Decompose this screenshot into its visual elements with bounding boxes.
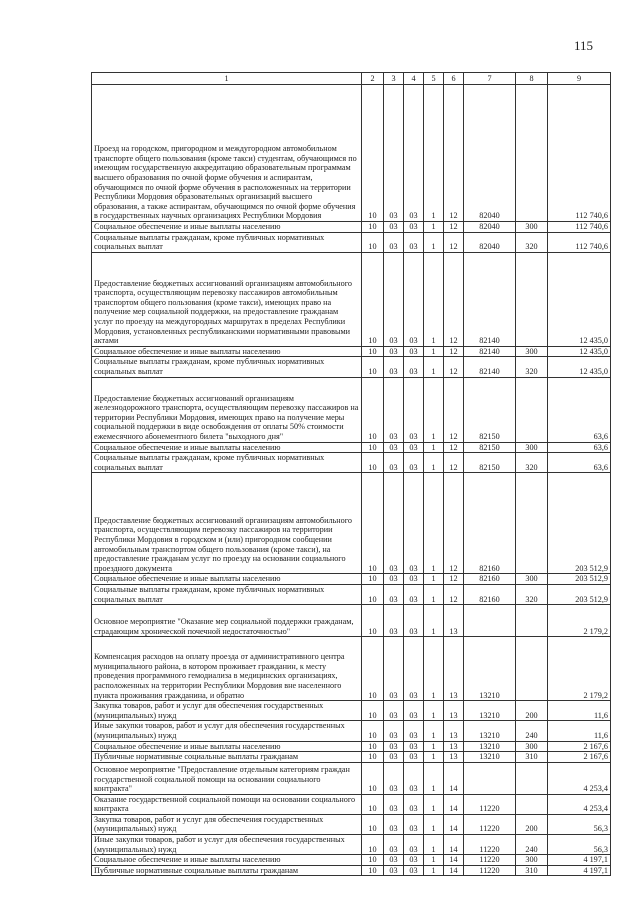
subsection-code-cell: 03 xyxy=(384,855,404,866)
subprogram-code-cell: 1 xyxy=(424,473,444,574)
expense-type-cell: 300 xyxy=(516,855,548,866)
program-code-cell: 03 xyxy=(404,377,424,442)
activity-code-cell: 14 xyxy=(444,835,464,855)
section-code-cell: 10 xyxy=(362,794,384,814)
program-code-cell: 03 xyxy=(404,762,424,794)
section-code-cell: 10 xyxy=(362,637,384,701)
direction-code-cell: 13210 xyxy=(464,701,516,721)
activity-code-cell: 13 xyxy=(444,721,464,741)
table-row xyxy=(92,855,611,866)
row-name-cell: Социальные выплаты гражданам, кроме публичных нормативных социальных выплат xyxy=(92,357,362,377)
expense-type-cell: 300 xyxy=(516,442,548,453)
subsection-code-cell: 03 xyxy=(384,701,404,721)
amount-cell: 2 167,6 xyxy=(548,752,611,763)
section-code-cell: 10 xyxy=(362,252,384,346)
expense-type-cell: 320 xyxy=(516,232,548,252)
expense-type-cell: 300 xyxy=(516,574,548,585)
subprogram-code-cell: 1 xyxy=(424,346,444,357)
direction-code-cell: 11220 xyxy=(464,865,516,876)
direction-code-cell: 13210 xyxy=(464,637,516,701)
program-code-cell: 03 xyxy=(404,701,424,721)
activity-code-cell: 12 xyxy=(444,442,464,453)
direction-code-cell: 82040 xyxy=(464,85,516,222)
amount-cell: 12 435,0 xyxy=(548,346,611,357)
table-row xyxy=(92,814,611,834)
program-code-cell: 03 xyxy=(404,794,424,814)
subsection-code-cell: 03 xyxy=(384,232,404,252)
program-code-cell: 03 xyxy=(404,605,424,637)
expense-type-cell: 320 xyxy=(516,453,548,473)
subprogram-code-cell: 1 xyxy=(424,752,444,763)
subsection-code-cell: 03 xyxy=(384,721,404,741)
section-code-cell: 10 xyxy=(362,442,384,453)
section-code-cell: 10 xyxy=(362,865,384,876)
activity-code-cell: 12 xyxy=(444,574,464,585)
amount-cell: 12 435,0 xyxy=(548,252,611,346)
row-name-cell: Компенсация расходов на оплату проезда от административного центра муниципального района, в котором проживает гражданин, к месту проведения программного гемодиализа в медицинских организациях, расположенных на территории Республики Мордовия вне населенного пункта проживания гражданина, и обратно xyxy=(92,637,362,701)
activity-code-cell: 13 xyxy=(444,701,464,721)
program-code-cell: 03 xyxy=(404,741,424,752)
table-body xyxy=(92,85,611,876)
amount-cell: 2 167,6 xyxy=(548,741,611,752)
table-row xyxy=(92,453,611,473)
expense-type-cell: 200 xyxy=(516,814,548,834)
activity-code-cell: 12 xyxy=(444,453,464,473)
expense-type-cell xyxy=(516,85,548,222)
subsection-code-cell: 03 xyxy=(384,741,404,752)
activity-code-cell: 13 xyxy=(444,637,464,701)
subsection-code-cell: 03 xyxy=(384,752,404,763)
table-row xyxy=(92,835,611,855)
expense-type-cell: 240 xyxy=(516,835,548,855)
table-row xyxy=(92,473,611,574)
amount-cell: 11,6 xyxy=(548,721,611,741)
program-code-cell: 03 xyxy=(404,574,424,585)
table-row xyxy=(92,762,611,794)
subsection-code-cell: 03 xyxy=(384,637,404,701)
amount-cell: 2 179,2 xyxy=(548,637,611,701)
direction-code-cell: 82150 xyxy=(464,453,516,473)
direction-code-cell: 82040 xyxy=(464,222,516,233)
table-row xyxy=(92,232,611,252)
amount-cell: 203 512,9 xyxy=(548,584,611,604)
table-row xyxy=(92,442,611,453)
amount-cell: 112 740,6 xyxy=(548,232,611,252)
amount-cell: 4 197,1 xyxy=(548,855,611,866)
subprogram-code-cell: 1 xyxy=(424,574,444,585)
table-row xyxy=(92,574,611,585)
subprogram-code-cell: 1 xyxy=(424,637,444,701)
amount-cell: 12 435,0 xyxy=(548,357,611,377)
row-name-cell: Социальные выплаты гражданам, кроме публичных нормативных социальных выплат xyxy=(92,584,362,604)
column-header: 8 xyxy=(516,73,548,85)
expense-type-cell xyxy=(516,252,548,346)
expense-type-cell: 320 xyxy=(516,584,548,604)
column-header: 7 xyxy=(464,73,516,85)
amount-cell: 4 253,4 xyxy=(548,762,611,794)
subsection-code-cell: 03 xyxy=(384,453,404,473)
amount-cell: 63,6 xyxy=(548,453,611,473)
section-code-cell: 10 xyxy=(362,752,384,763)
row-name-cell: Социальное обеспечение и иные выплаты населению xyxy=(92,741,362,752)
amount-cell: 56,3 xyxy=(548,835,611,855)
subsection-code-cell: 03 xyxy=(384,473,404,574)
amount-cell: 11,6 xyxy=(548,701,611,721)
activity-code-cell: 12 xyxy=(444,584,464,604)
subsection-code-cell: 03 xyxy=(384,574,404,585)
activity-code-cell: 14 xyxy=(444,865,464,876)
row-name-cell: Публичные нормативные социальные выплаты гражданам xyxy=(92,752,362,763)
section-code-cell: 10 xyxy=(362,574,384,585)
expense-type-cell xyxy=(516,762,548,794)
row-name-cell: Социальное обеспечение и иные выплаты населению xyxy=(92,222,362,233)
amount-cell: 56,3 xyxy=(548,814,611,834)
row-name-cell: Социальное обеспечение и иные выплаты населению xyxy=(92,442,362,453)
direction-code-cell: 82160 xyxy=(464,473,516,574)
section-code-cell: 10 xyxy=(362,85,384,222)
column-header: 5 xyxy=(424,73,444,85)
section-code-cell: 10 xyxy=(362,222,384,233)
expense-type-cell: 320 xyxy=(516,357,548,377)
activity-code-cell: 12 xyxy=(444,85,464,222)
expense-type-cell: 310 xyxy=(516,752,548,763)
subsection-code-cell: 03 xyxy=(384,346,404,357)
activity-code-cell: 12 xyxy=(444,346,464,357)
section-code-cell: 10 xyxy=(362,584,384,604)
row-name-cell: Оказание государственной социальной помощи на основании социального контракта xyxy=(92,794,362,814)
table-row xyxy=(92,222,611,233)
subsection-code-cell: 03 xyxy=(384,377,404,442)
column-header: 1 xyxy=(92,73,362,85)
table-row xyxy=(92,865,611,876)
subsection-code-cell: 03 xyxy=(384,222,404,233)
table-row xyxy=(92,252,611,346)
program-code-cell: 03 xyxy=(404,252,424,346)
program-code-cell: 03 xyxy=(404,814,424,834)
subprogram-code-cell: 1 xyxy=(424,855,444,866)
row-name-cell: Социальные выплаты гражданам, кроме публичных нормативных социальных выплат xyxy=(92,232,362,252)
amount-cell: 63,6 xyxy=(548,377,611,442)
subprogram-code-cell: 1 xyxy=(424,85,444,222)
table-row xyxy=(92,637,611,701)
subprogram-code-cell: 1 xyxy=(424,222,444,233)
amount-cell: 203 512,9 xyxy=(548,574,611,585)
direction-code-cell: 82140 xyxy=(464,346,516,357)
direction-code-cell: 11220 xyxy=(464,794,516,814)
program-code-cell: 03 xyxy=(404,346,424,357)
section-code-cell: 10 xyxy=(362,721,384,741)
program-code-cell: 03 xyxy=(404,855,424,866)
row-name-cell: Предоставление бюджетных ассигнований организациям автомобильного транспорта, осуществляющим перевозку пассажиров на территории Республики Мордовия в городском и (или) пригородном сообщении автомобильным транспортом общего пользования (кроме такси), на предоставление гражданам услуг по проезду на основании социального проездного документа xyxy=(92,473,362,574)
activity-code-cell: 12 xyxy=(444,473,464,574)
page-number: 115 xyxy=(574,38,594,53)
direction-code-cell: 82150 xyxy=(464,377,516,442)
row-name-cell: Закупка товаров, работ и услуг для обеспечения государственных (муниципальных) нужд xyxy=(92,814,362,834)
section-code-cell: 10 xyxy=(362,605,384,637)
direction-code-cell: 13210 xyxy=(464,721,516,741)
direction-code-cell: 11220 xyxy=(464,835,516,855)
table-row xyxy=(92,794,611,814)
program-code-cell: 03 xyxy=(404,865,424,876)
row-name-cell: Иные закупки товаров, работ и услуг для обеспечения государственных (муниципальных) нужд xyxy=(92,835,362,855)
section-code-cell: 10 xyxy=(362,741,384,752)
subprogram-code-cell: 1 xyxy=(424,721,444,741)
program-code-cell: 03 xyxy=(404,85,424,222)
subprogram-code-cell: 1 xyxy=(424,762,444,794)
subprogram-code-cell: 1 xyxy=(424,605,444,637)
column-header: 2 xyxy=(362,73,384,85)
activity-code-cell: 13 xyxy=(444,605,464,637)
subprogram-code-cell: 1 xyxy=(424,442,444,453)
expense-type-cell: 240 xyxy=(516,721,548,741)
subprogram-code-cell: 1 xyxy=(424,794,444,814)
table-row xyxy=(92,584,611,604)
budget-table xyxy=(91,72,611,876)
expense-type-cell xyxy=(516,605,548,637)
subsection-code-cell: 03 xyxy=(384,762,404,794)
amount-cell: 2 179,2 xyxy=(548,605,611,637)
table-row xyxy=(92,346,611,357)
row-name-cell: Иные закупки товаров, работ и услуг для обеспечения государственных (муниципальных) нужд xyxy=(92,721,362,741)
subsection-code-cell: 03 xyxy=(384,835,404,855)
direction-code-cell: 82140 xyxy=(464,357,516,377)
activity-code-cell: 12 xyxy=(444,232,464,252)
subsection-code-cell: 03 xyxy=(384,252,404,346)
section-code-cell: 10 xyxy=(362,473,384,574)
subprogram-code-cell: 1 xyxy=(424,357,444,377)
subsection-code-cell: 03 xyxy=(384,357,404,377)
subprogram-code-cell: 1 xyxy=(424,741,444,752)
program-code-cell: 03 xyxy=(404,584,424,604)
row-name-cell: Предоставление бюджетных ассигнований организациям железнодорожного транспорта, осуществляющим перевозку пассажиров на территории Республики Мордовия, имеющих право на получение меры социальной поддержки в виде освобождения от оплаты 50% стоимости ежемесячного абонементного билета "выходного дня" xyxy=(92,377,362,442)
expense-type-cell: 310 xyxy=(516,865,548,876)
program-code-cell: 03 xyxy=(404,222,424,233)
amount-cell: 112 740,6 xyxy=(548,85,611,222)
subsection-code-cell: 03 xyxy=(384,814,404,834)
direction-code-cell: 11220 xyxy=(464,855,516,866)
amount-cell: 63,6 xyxy=(548,442,611,453)
section-code-cell: 10 xyxy=(362,701,384,721)
column-header: 9 xyxy=(548,73,611,85)
activity-code-cell: 12 xyxy=(444,222,464,233)
activity-code-cell: 14 xyxy=(444,794,464,814)
column-header: 4 xyxy=(404,73,424,85)
subprogram-code-cell: 1 xyxy=(424,814,444,834)
program-code-cell: 03 xyxy=(404,442,424,453)
expense-type-cell: 200 xyxy=(516,701,548,721)
subsection-code-cell: 03 xyxy=(384,794,404,814)
section-code-cell: 10 xyxy=(362,346,384,357)
row-name-cell: Социальное обеспечение и иные выплаты населению xyxy=(92,346,362,357)
section-code-cell: 10 xyxy=(362,232,384,252)
activity-code-cell: 14 xyxy=(444,855,464,866)
amount-cell: 112 740,6 xyxy=(548,222,611,233)
activity-code-cell: 13 xyxy=(444,741,464,752)
subprogram-code-cell: 1 xyxy=(424,701,444,721)
direction-code-cell xyxy=(464,762,516,794)
program-code-cell: 03 xyxy=(404,232,424,252)
subprogram-code-cell: 1 xyxy=(424,584,444,604)
direction-code-cell: 82140 xyxy=(464,252,516,346)
direction-code-cell: 13210 xyxy=(464,741,516,752)
row-name-cell: Публичные нормативные социальные выплаты гражданам xyxy=(92,865,362,876)
section-code-cell: 10 xyxy=(362,377,384,442)
activity-code-cell: 14 xyxy=(444,762,464,794)
subprogram-code-cell: 1 xyxy=(424,453,444,473)
row-name-cell: Основное мероприятие "Оказание мер социальной поддержки гражданам, страдающим хронической почечной недостаточностью" xyxy=(92,605,362,637)
row-name-cell: Проезд на городском, пригородном и междугородном автомобильном транспорте общего пользования (кроме такси) студентам, обучающимся по имеющим государственную аккредитацию образовательным программам высшего образования по очной форме обучения и аспирантам, обучающимся по очной форме обучения в расположенных на территории Республики Мордовия образовательных организаций высшего образования, а также аспирантам, обучающимся по очной форме обучения в государственных научных организациях Республики Мордовия xyxy=(92,85,362,222)
program-code-cell: 03 xyxy=(404,752,424,763)
program-code-cell: 03 xyxy=(404,473,424,574)
table-row xyxy=(92,605,611,637)
expense-type-cell: 300 xyxy=(516,346,548,357)
expense-type-cell: 300 xyxy=(516,222,548,233)
activity-code-cell: 12 xyxy=(444,357,464,377)
table-row xyxy=(92,721,611,741)
subprogram-code-cell: 1 xyxy=(424,865,444,876)
activity-code-cell: 12 xyxy=(444,252,464,346)
program-code-cell: 03 xyxy=(404,453,424,473)
row-name-cell: Закупка товаров, работ и услуг для обеспечения государственных (муниципальных) нужд xyxy=(92,701,362,721)
row-name-cell: Социальное обеспечение и иные выплаты населению xyxy=(92,574,362,585)
row-name-cell: Предоставление бюджетных ассигнований организациям автомобильного транспорта, осуществляющим перевозку пассажиров автомобильным транспортом общего пользования (кроме такси), имеющих право на получение мер социальной поддержки, на предоставление гражданам услуг по проезду на междугородных маршрутах в пределах Республики Мордовия, установленных республиканскими нормативными правовыми актами xyxy=(92,252,362,346)
direction-code-cell: 13210 xyxy=(464,752,516,763)
table-row xyxy=(92,85,611,222)
expense-type-cell xyxy=(516,473,548,574)
subprogram-code-cell: 1 xyxy=(424,835,444,855)
section-code-cell: 10 xyxy=(362,357,384,377)
subprogram-code-cell: 1 xyxy=(424,252,444,346)
amount-cell: 4 197,1 xyxy=(548,865,611,876)
table-row xyxy=(92,701,611,721)
section-code-cell: 10 xyxy=(362,814,384,834)
section-code-cell: 10 xyxy=(362,855,384,866)
direction-code-cell: 82040 xyxy=(464,232,516,252)
direction-code-cell: 82150 xyxy=(464,442,516,453)
amount-cell: 4 253,4 xyxy=(548,794,611,814)
subsection-code-cell: 03 xyxy=(384,605,404,637)
subsection-code-cell: 03 xyxy=(384,85,404,222)
program-code-cell: 03 xyxy=(404,835,424,855)
section-code-cell: 10 xyxy=(362,762,384,794)
section-code-cell: 10 xyxy=(362,453,384,473)
expense-type-cell: 300 xyxy=(516,741,548,752)
subprogram-code-cell: 1 xyxy=(424,377,444,442)
expense-type-cell xyxy=(516,794,548,814)
direction-code-cell: 82160 xyxy=(464,574,516,585)
direction-code-cell: 11220 xyxy=(464,814,516,834)
table-row xyxy=(92,741,611,752)
row-name-cell: Социальные выплаты гражданам, кроме публичных нормативных социальных выплат xyxy=(92,453,362,473)
program-code-cell: 03 xyxy=(404,637,424,701)
activity-code-cell: 14 xyxy=(444,814,464,834)
section-code-cell: 10 xyxy=(362,835,384,855)
row-name-cell: Социальное обеспечение и иные выплаты населению xyxy=(92,855,362,866)
expense-type-cell xyxy=(516,637,548,701)
table-header-row xyxy=(92,73,611,85)
subsection-code-cell: 03 xyxy=(384,865,404,876)
subsection-code-cell: 03 xyxy=(384,442,404,453)
direction-code-cell xyxy=(464,605,516,637)
subprogram-code-cell: 1 xyxy=(424,232,444,252)
table-row xyxy=(92,357,611,377)
program-code-cell: 03 xyxy=(404,721,424,741)
activity-code-cell: 12 xyxy=(444,377,464,442)
expense-type-cell xyxy=(516,377,548,442)
column-header: 3 xyxy=(384,73,404,85)
table-row xyxy=(92,377,611,442)
program-code-cell: 03 xyxy=(404,357,424,377)
activity-code-cell: 13 xyxy=(444,752,464,763)
table-row xyxy=(92,752,611,763)
column-header: 6 xyxy=(444,73,464,85)
direction-code-cell: 82160 xyxy=(464,584,516,604)
amount-cell: 203 512,9 xyxy=(548,473,611,574)
row-name-cell: Основное мероприятие "Предоставление отдельным категориям граждан государственной социальной помощи на основании социального контракта" xyxy=(92,762,362,794)
subsection-code-cell: 03 xyxy=(384,584,404,604)
